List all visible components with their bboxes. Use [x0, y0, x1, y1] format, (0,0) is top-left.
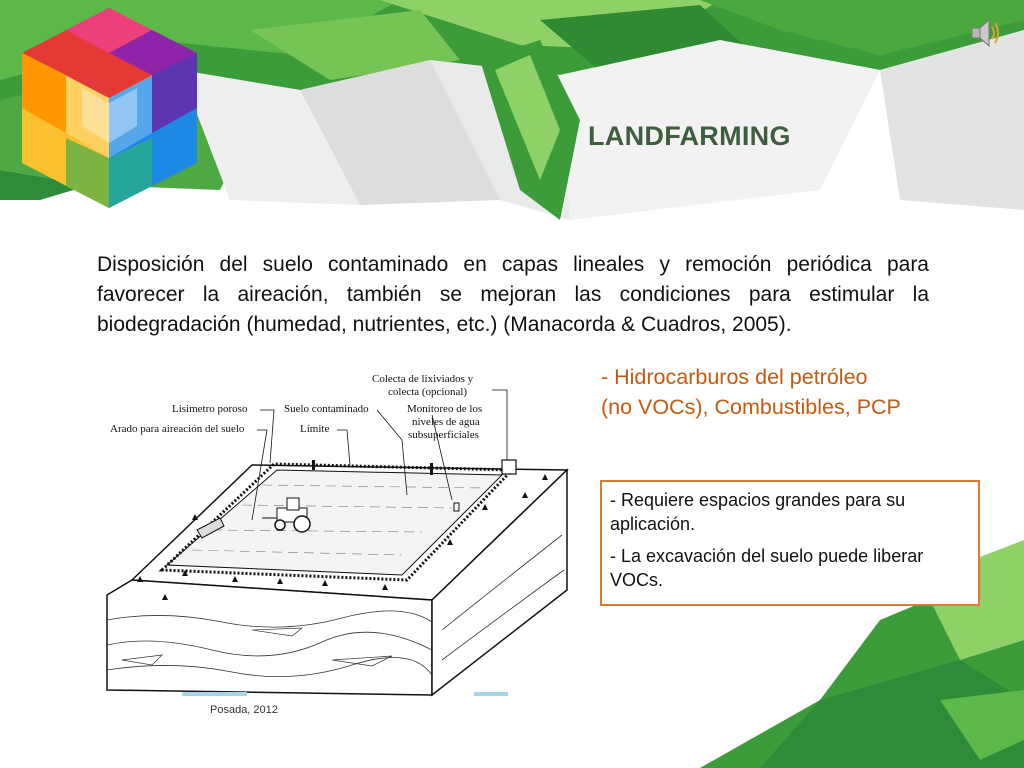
limitations-box	[600, 480, 980, 606]
landfarming-diagram	[102, 360, 572, 700]
image-caption: Posada, 2012	[210, 704, 278, 716]
label-arado: Arado para aireación del suelo	[110, 423, 245, 435]
description-text: Disposición del suelo contaminado en capas lineales y remoción periódica para favorecer la aireación, también se mejoran las condiciones para estimular la biodegradación (humedad, nutrientes, etc.) (Manacorda & Cuadros, 2005).	[97, 253, 929, 336]
label-monitoreo-3: subsuperficiales	[408, 429, 479, 441]
label-monitoreo-1: Monitoreo de los	[407, 403, 483, 415]
label-limite: Límite	[300, 423, 330, 435]
label-colecta-1: Colecta de lixiviados y	[372, 373, 474, 385]
uses-line-2: (no VOCs), Combustibles, PCP	[601, 395, 901, 419]
label-suelo: Suelo contaminado	[284, 403, 369, 415]
slide-title: LANDFARMING	[588, 121, 791, 151]
uses-line-1: - Hidrocarburos del petróleo	[601, 365, 868, 389]
limitation-item: - La excavación del suelo puede liberar VOCs.	[610, 546, 924, 590]
speaker-icon[interactable]	[968, 16, 1002, 50]
applicable-contaminants	[601, 362, 931, 422]
label-colecta-2: colecta (opcional)	[388, 386, 468, 398]
label-lisimetro: Lisimetro poroso	[172, 403, 248, 415]
label-monitoreo-2: niveles de agua	[412, 416, 480, 428]
limitation-item: - Requiere espacios grandes para su aplicación.	[610, 490, 906, 534]
cube-logo-icon	[22, 8, 197, 208]
